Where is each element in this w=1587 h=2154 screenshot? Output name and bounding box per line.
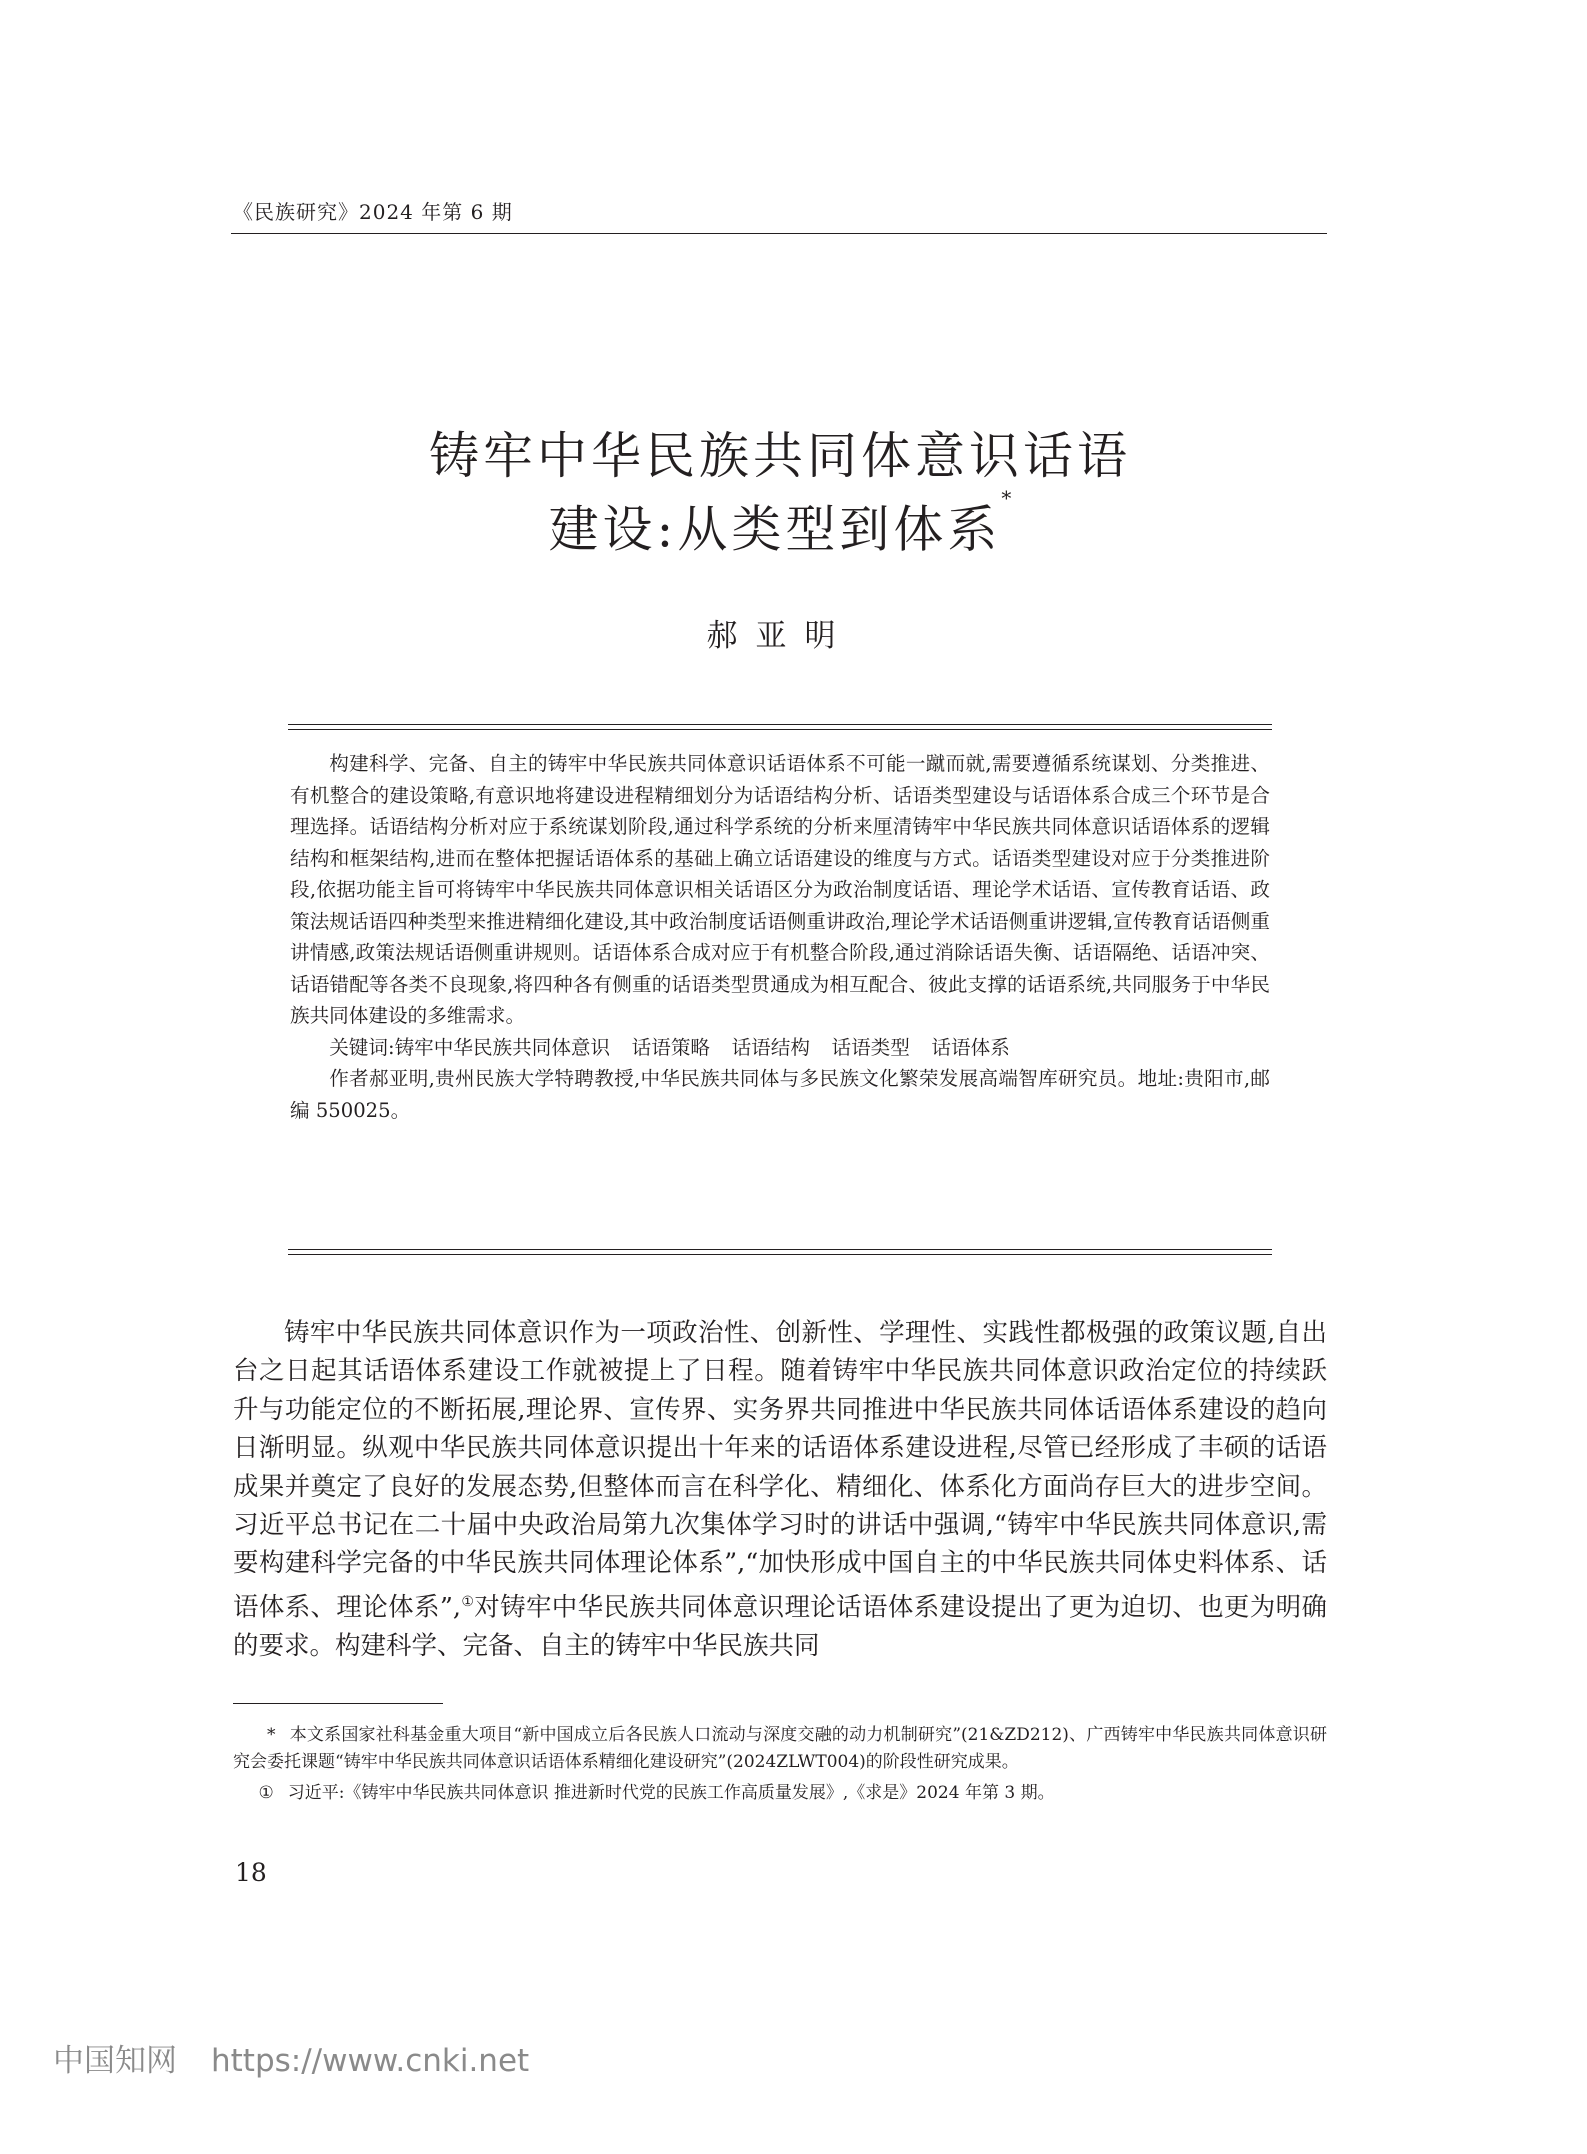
abstract-top-rule — [288, 724, 1272, 730]
footnotes — [233, 1722, 1327, 1807]
cnki-watermark — [53, 2035, 529, 2080]
footnote-funding — [233, 1722, 1327, 1776]
journal-issue-header: 《民族研究》2024 年第 6 期 — [233, 200, 513, 224]
abstract-block — [290, 748, 1270, 1126]
author-name: 郝亚明 — [706, 618, 854, 654]
title-text-1: 铸牢中华民族共同体意识话语 — [429, 427, 1131, 485]
body-text-part-1: 铸牢中华民族共同体意识作为一项政治性、创新性、学理性、实践性都极强的政策议题,自出台之日起其话语体系建设工作就被提上了日程。随着铸牢中华民族共同体意识政治定位的持续跃升与功能定位的不断拓展,理论界、宣传界、实务界共同推进中华民族共同体话语体系建设的趋向日渐明显。纵观中华民族共同体意识提出十年来的话语体系建设进程,尽管已经形成了丰硕的话语成果并奠定了良好的发展态势,但整体而言在科学化、精细化、体系化方面尚存巨大的进步空间。习近平总书记在二十届中央政治局第九次集体学习时的讲话中强调,“铸牢中华民族共同体意识,需要构建科学完备的中华民族共同体理论体系”,“加快形成中国自主的中华民族共同体史料体系、话语体系、理论体系”, — [233, 1318, 1327, 1623]
author-info: 作者郝亚明,贵州民族大学特聘教授,中华民族共同体与多民族文化繁荣发展高端智库研究员。地址:贵阳市,邮编 550025。 — [290, 1067, 1270, 1122]
keyword-2: 话语策略 — [631, 1035, 711, 1059]
footnote-1-mark: ① — [258, 1783, 274, 1803]
footnote-funding-text: 本文系国家社科基金重大项目“新中国成立后各民族人口流动与深度交融的动力机制研究”(21&ZD212)、广西铸牢中华民族共同体意识研究会委托课题“铸牢中华民族共同体意识话语体系精细化建设研究”(2024ZLWT004)的阶段性研究成果。 — [233, 1725, 1327, 1772]
footnote-1 — [233, 1780, 1327, 1807]
article-title-line-2 — [233, 486, 1327, 563]
footnote-ref-1[interactable]: ① — [460, 1593, 475, 1610]
keywords-label: 关键词: — [329, 1035, 395, 1059]
keyword-1: 铸牢中华民族共同体意识 — [394, 1035, 611, 1059]
page-number: 18 — [235, 1858, 267, 1887]
body-paragraph-1 — [233, 1314, 1327, 1665]
article-title-line-1 — [233, 423, 1327, 489]
body-paragraph — [233, 1314, 1327, 1665]
abstract-text: 构建科学、完备、自主的铸牢中华民族共同体意识话语体系不可能一蹴而就,需要遵循系统谋划、分类推进、有机整合的建设策略,有意识地将建设进程精细划分为话语结构分析、话语类型建设与话语体系合成三个环节是合理选择。话语结构分析对应于系统谋划阶段,通过科学系统的分析来厘清铸牢中华民族共同体意识话语体系的逻辑结构和框架结构,进而在整体把握话语体系的基础上确立话语建设的维度与方式。话语类型建设对应于分类推进阶段,依据功能主旨可将铸牢中华民族共同体意识相关话语区分为政治制度话语、理论学术话语、宣传教育话语、政策法规话语四种类型来推进精细化建设,其中政治制度话语侧重讲政治,理论学术话语侧重讲逻辑,宣传教育话语侧重讲情感,政策法规话语侧重讲规则。话语体系合成对应于有机整合阶段,通过消除话语失衡、话语隔绝、话语冲突、话语错配等各类不良现象,将四种各有侧重的话语类型贯通成为相互配合、彼此支撑的话语系统,共同服务于中华民族共同体建设的多维需求。 — [290, 752, 1270, 1027]
title-footnote-mark: * — [1001, 486, 1012, 510]
keyword-3: 话语结构 — [731, 1035, 810, 1059]
abstract-bottom-rule — [288, 1249, 1272, 1255]
keyword-5: 话语体系 — [931, 1035, 1010, 1059]
footnote-funding-mark: * — [267, 1725, 276, 1745]
keyword-4: 话语类型 — [831, 1035, 910, 1059]
keywords-line — [290, 1032, 1270, 1064]
title-text-2: 建设:从类型到体系 — [548, 500, 1002, 559]
watermark-url[interactable]: https://www.cnki.net — [211, 2043, 530, 2079]
header-rule — [231, 233, 1327, 234]
footnote-1-text: 习近平:《铸牢中华民族共同体意识 推进新时代党的民族工作高质量发展》,《求是》2024 年第 3 期。 — [287, 1783, 1055, 1803]
body-text-part-2: 对铸牢中华民族共同体意识理论话语体系建设提出了更为迫切、也更为明确的要求。构建科学、完备、自主的铸牢中华民族共同 — [233, 1592, 1327, 1661]
watermark-brand: 中国知网 — [53, 2043, 177, 2079]
footnote-rule — [233, 1703, 443, 1704]
